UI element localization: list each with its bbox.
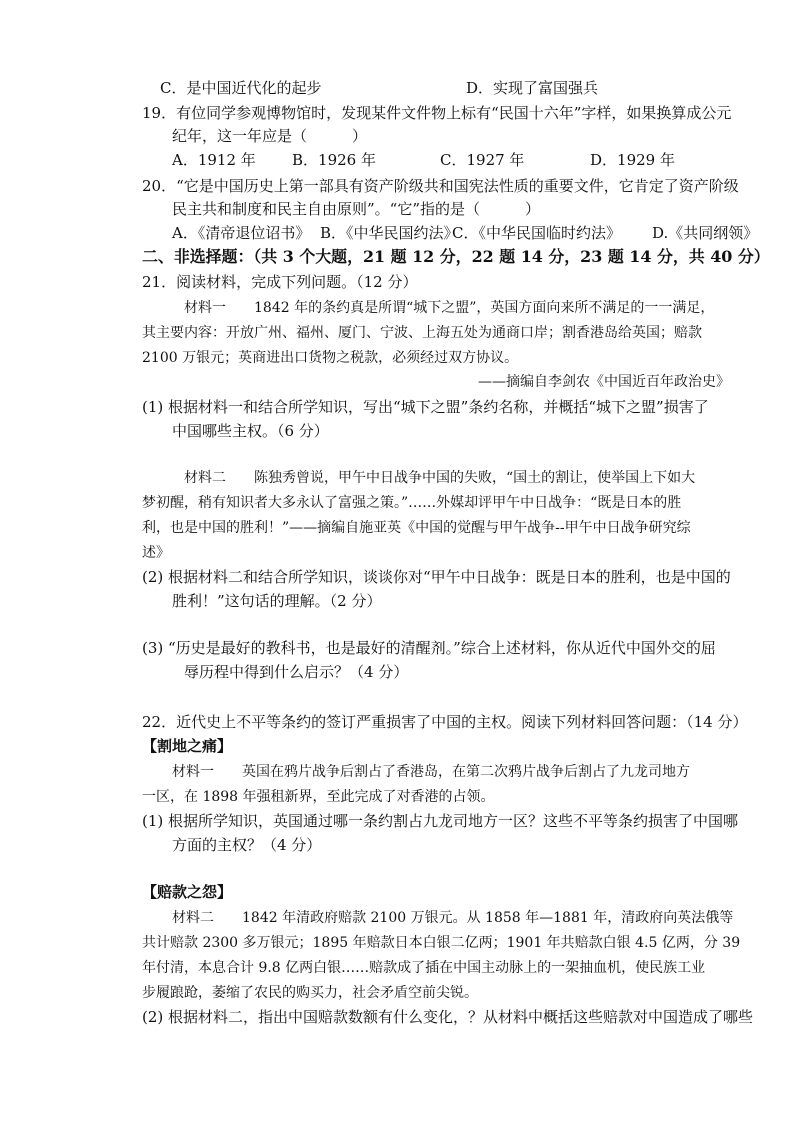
q21-part3-line2: 辱历程中得到什么启示？（4 分） — [184, 663, 409, 681]
q19-option-c[interactable]: C．1927 年 — [440, 151, 525, 169]
q22-material1-line1: 材料一 英国在鸦片战争后割占了香港岛，在第二次鸦片战争后割占了九龙司地方 — [172, 764, 690, 780]
q21-stem: 21．阅读材料，完成下列问题。（12 分） — [142, 273, 418, 291]
q20-stem-line2: 民主共和制度和民主自由原则”。“它”指的是（ ） — [172, 200, 541, 218]
q21-material1-line2: 其主要内容：开放广州、福州、厦门、宁波、上海五处为通商口岸；割香港岛给英国；赔款 — [142, 325, 702, 341]
q21-part3-line1: (3) “历史是最好的教科书，也是最好的清醒剂。”综合上述材料，你从近代中国外交的屈 — [142, 639, 716, 657]
q21-material1-line3: 2100 万银元；英商进出口货物之税款，必须经过双方协议。 — [142, 350, 519, 366]
q21-material2-line1: 材料二 陈独秀曾说，甲午中日战争中国的失败，“国土的割让，使举国上下如大 — [184, 470, 696, 486]
q21-part2-line1: (2) 根据材料二和结合所学知识，谈谈你对“甲午中日战争：既是日本的胜利，也是中国的 — [142, 568, 731, 586]
q22-part2-line1: (2) 根据材料二，指出中国赔款数额有什么变化，？从材料中概括这些赔款对中国造成了哪些 — [142, 1008, 754, 1026]
q20-stem-line1: 20．“它是中国历史上第一部具有资产阶级共和国宪法性质的重要文件，它肯定了资产阶级 — [142, 177, 739, 195]
q22-part1-line1: (1) 根据所学知识，英国通过哪一条约割占九龙司地方一区？这些不平等条约损害了中国哪 — [142, 812, 739, 830]
q19-stem-line1: 19．有位同学参观博物馆时，发现某件文件物上标有“民国十六年”字样，如果换算成公元 — [142, 104, 732, 122]
q18-option-d[interactable]: D．实现了富国强兵 — [466, 79, 599, 97]
q22-material2-line1: 材料二 1842 年清政府赔款 2100 万银元。从 1858 年—1881 年，清政府向英法俄等 — [172, 910, 734, 926]
q22-material2-line4: 步履踉跄，萎缩了农民的购买力，社会矛盾空前尖锐。 — [142, 985, 478, 1001]
q20-option-d[interactable]: D.《共同纲领》 — [652, 224, 759, 242]
q21-material1-source: ——摘编自李剑农《中国近百年政治史》 — [478, 374, 730, 390]
q21-material1-line1: 材料一 1842 年的条约真是所谓“城下之盟”，英国方面向来所不满足的一一满足， — [184, 300, 715, 316]
q21-part1-line2: 中国哪些主权。（6 分） — [172, 422, 329, 440]
section-two-heading: 二、非选择题：（共 3 个大题，21 题 12 分，22 题 14 分，23 题 14 分，共 40 分） — [142, 247, 770, 266]
q18-option-c[interactable]: C．是中国近代化的起步 — [160, 79, 322, 97]
q21-material2-line2: 梦初醒，稍有知识者大多永认了富强之策。”……外媒却评甲午中日战争：“既是日本的胜 — [142, 495, 682, 511]
q19-option-b[interactable]: B．1926 年 — [292, 151, 376, 169]
q21-material2-line4: 述》 — [142, 545, 170, 561]
q22-part1-line2: 方面的主权？（4 分） — [172, 836, 322, 854]
q19-option-a[interactable]: A．1912 年 — [172, 151, 256, 169]
q19-option-d[interactable]: D．1929 年 — [590, 151, 675, 169]
q22-stem: 22．近代史上不平等条约的签订严重损害了中国的主权。阅读下列材料回答问题：（14 分） — [142, 713, 748, 731]
q21-part1-line1: (1) 根据材料一和结合所学知识，写出“城下之盟”条约名称，并概括“城下之盟”损害了 — [142, 398, 709, 416]
q20-option-b[interactable]: B．《中华民国约法》 — [320, 224, 459, 242]
q22-material2-line2: 共计赔款 2300 多万银元；1895 年赔款日本白银二亿两；1901 年共赔款白银 4.5 亿两，分 39 — [142, 935, 741, 951]
q22-tag-territory: 【割地之痛】 — [142, 737, 233, 755]
q22-tag-indemnity: 【赔款之怨】 — [142, 883, 233, 901]
q21-material2-line3: 利，也是中国的胜利！”——摘编自施亚英《中国的觉醒与甲午战争--甲午中日战争研究综 — [142, 520, 691, 536]
q22-material2-line3: 年付清，本息合计 9.8 亿两白银……赔款成了插在中国主动脉上的一架抽血机，使民族工业 — [142, 960, 706, 976]
q20-option-c[interactable]: C．《中华民国临时约法》 — [452, 224, 621, 242]
q19-stem-line2: 纪年，这一年应是（ ） — [172, 127, 368, 145]
q20-option-a[interactable]: A．《清帝退位诏书》 — [172, 224, 311, 242]
q21-part2-line2: 胜利！”这句话的理解。（2 分） — [172, 592, 382, 610]
q22-material1-line2: 一区，在 1898 年强租新界，至此完成了对香港的占领。 — [142, 789, 495, 805]
